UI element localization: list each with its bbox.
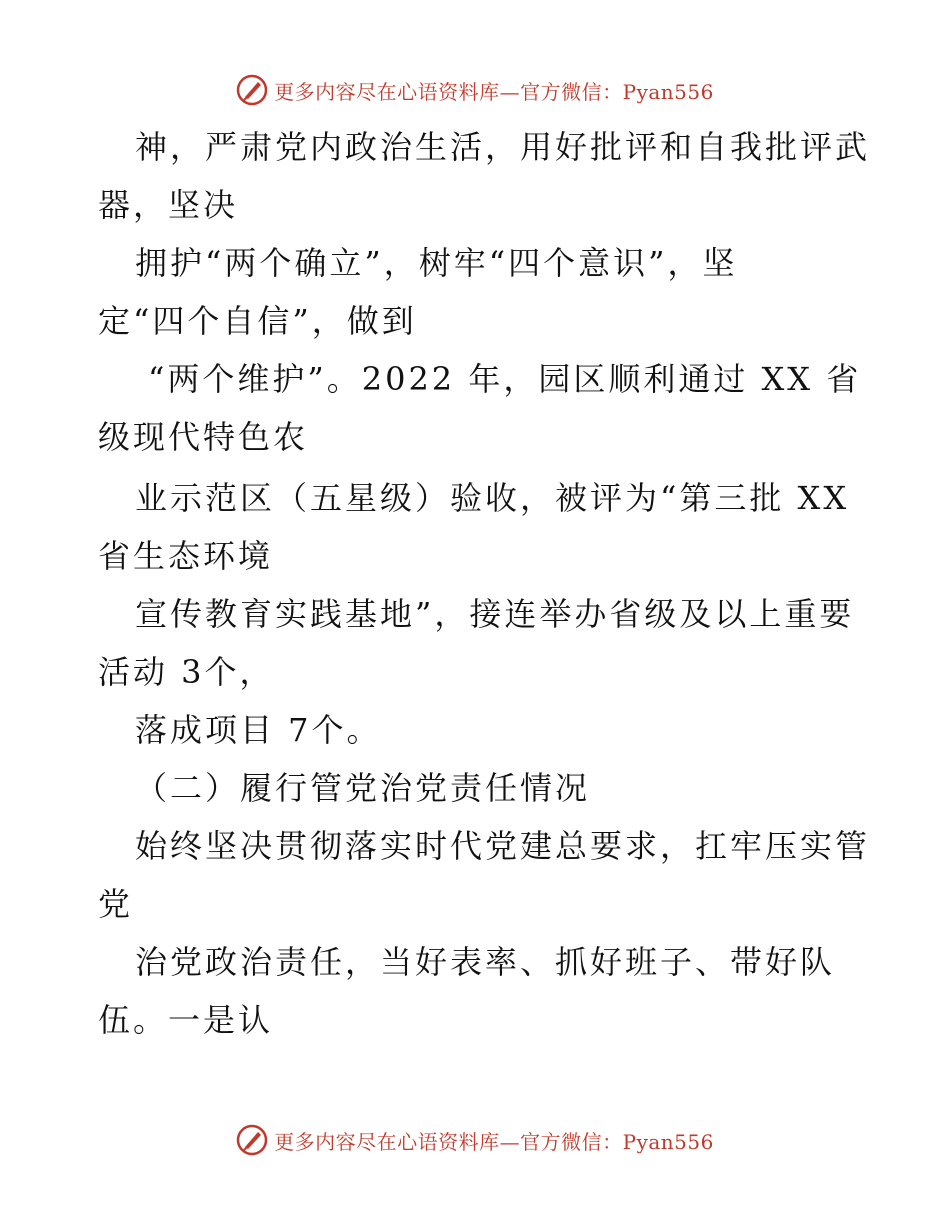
body-line: 治党政治责任，当好表率、抓好班子、带好队 [135, 943, 836, 981]
body-line: “两个维护”。2022 年，园区顺利通过 XX 省 [148, 360, 862, 398]
body-line: 拥护“两个确立”，树牢“四个意识”，坚 [135, 244, 738, 282]
body-line: 省生态环境 [98, 537, 274, 575]
footer-banner [0, 1120, 950, 1160]
body-line: 落成项目 7个。 [135, 711, 382, 749]
body-line: 伍。一是认 [98, 1001, 274, 1039]
body-line: 级现代特色农 [98, 418, 309, 456]
body-line: 宣传教育实践基地”，接连举办省级及以上重要 [135, 595, 855, 633]
body-line: 器，坚决 [98, 186, 239, 224]
section-heading: （二）履行管党治党责任情况 [135, 769, 591, 807]
header-banner-text: 更多内容尽在心语资料库—官方微信：Pyan556 [274, 79, 714, 104]
body-line: 党 [98, 885, 134, 923]
header-banner [0, 70, 950, 110]
body-line: 定“四个自信”，做到 [98, 302, 417, 340]
body-line: 业示范区（五星级）验收，被评为“第三批 XX [135, 479, 850, 517]
quill-logo-icon [236, 74, 268, 106]
footer-banner-text: 更多内容尽在心语资料库—官方微信：Pyan556 [274, 1129, 714, 1154]
body-line: 神，严肃党内政治生活，用好批评和自我批评武 [135, 128, 871, 166]
body-line: 始终坚决贯彻落实时代党建总要求，扛牢压实管 [135, 827, 871, 865]
quill-logo-icon [236, 1124, 268, 1156]
body-line: 活动 3个， [98, 653, 275, 691]
